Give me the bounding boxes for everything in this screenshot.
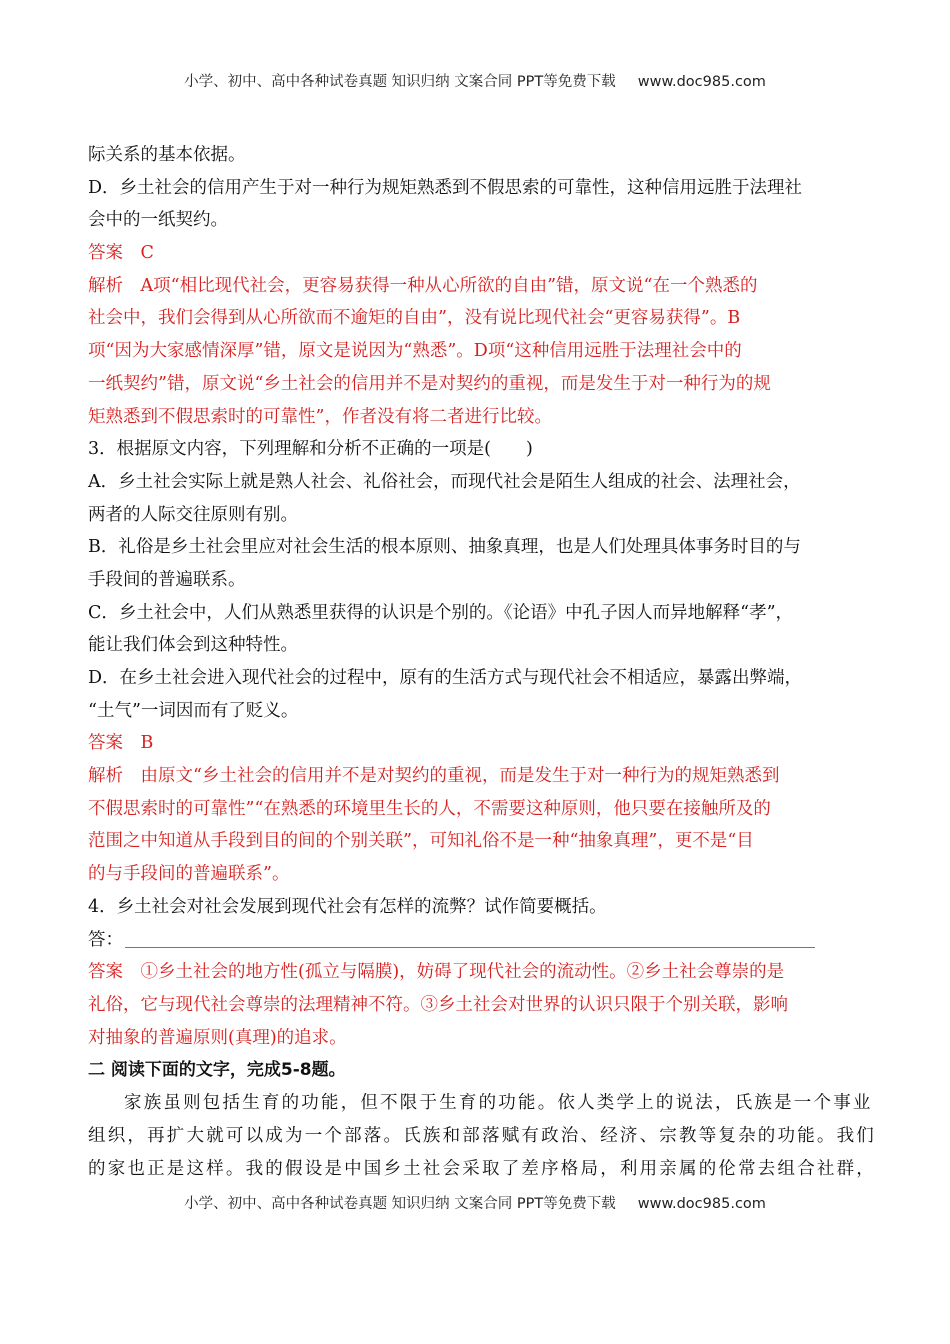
- answer-prompt: 答：: [88, 929, 123, 950]
- text-line: 两者的人际交往原则有别。: [88, 504, 298, 525]
- section-heading: 二 阅读下面的文字，完成5-8题。: [88, 1060, 346, 1081]
- text-line: 际关系的基本依据。: [88, 145, 246, 165]
- analysis-line: 解析 由原文“乡土社会的信用并不是对契约的重视，而是发生于对一种行为的规矩熟悉到: [88, 766, 780, 787]
- passage-line: 的家也正是这样。我的假设是中国乡土社会采取了差序格局，利用亲属的伦常去组合社群，: [88, 1158, 876, 1179]
- text-line: 会中的一纸契约。: [88, 210, 228, 231]
- passage-line: 家族虽则包括生育的功能，但不限于生育的功能。依人类学上的说法，氏族是一个事业: [124, 1092, 873, 1113]
- analysis-line: 一纸契约”错，原文说“乡土社会的信用并不是对契约的重视，而是发生于对一种行为的规: [88, 373, 771, 394]
- analysis-line: 的与手段间的普遍联系”。: [88, 864, 290, 885]
- answer-line: 对抽象的普遍原则(真理)的追求。: [88, 1027, 347, 1048]
- answer-line: 礼俗，它与现代社会尊崇的法理精神不符。③乡土社会对世界的认识只限于个别关联，影响: [88, 994, 788, 1015]
- question-3: 3．根据原文内容，下列理解和分析不正确的一项是( ): [88, 439, 533, 460]
- document-body: [88, 139, 876, 1186]
- footer-text: 小学、初中、高中各种试卷真题 知识归纳 文案合同 PPT等免费下载: [184, 1196, 616, 1212]
- option-c: C．乡土社会中，人们从熟悉里获得的认识是个别的。《论语》中孔子因人而异地解释“孝”，: [88, 602, 794, 623]
- analysis-line: 范围之中知道从手段到目的间的个别关联”，可知礼俗不是一种“抽象真理”，更不是“目: [88, 831, 754, 852]
- text-line: 能让我们体会到这种特性。: [88, 635, 298, 656]
- text-line: “土气”一词因而有了贬义。: [88, 700, 299, 721]
- option-b: B．礼俗是乡土社会里应对社会生活的根本原则、抽象真理，也是人们处理具体事务时目的与: [88, 537, 801, 558]
- analysis-line: 解析 A项“相比现代社会，更容易获得一种从心所欲的自由”错，原文说“在一个熟悉的: [88, 275, 758, 296]
- analysis-line: 项“因为大家感情深厚”错，原文是说因为“熟悉”。D项“这种信用远胜于法理社会中的: [88, 341, 742, 362]
- option-a: A．乡土社会实际上就是熟人社会、礼俗社会，而现代社会是陌生人组成的社会、法理社会，: [88, 471, 801, 492]
- page-footer: [0, 1192, 950, 1213]
- answer-line: 答案 ①乡土社会的地方性(孤立与隔膜)，妨碍了现代社会的流动性。②乡土社会尊崇的是: [88, 962, 785, 983]
- analysis-line: 社会中，我们会得到从心所欲而不逾矩的自由”，没有说比现代社会“更容易获得”。B: [88, 308, 741, 329]
- answer-field: [88, 924, 866, 957]
- page-header: [0, 70, 950, 91]
- option-d: D．在乡土社会进入现代社会的过程中，原有的生活方式与现代社会不相适应，暴露出弊端，: [88, 668, 803, 688]
- header-url[interactable]: www.doc985.com: [637, 74, 766, 90]
- option-d: D．乡土社会的信用产生于对一种行为规矩熟悉到不假思索的可靠性，这种信用远胜于法理社: [88, 177, 803, 198]
- answer-label: 答案 C: [88, 243, 154, 264]
- header-text: 小学、初中、高中各种试卷真题 知识归纳 文案合同 PPT等免费下载: [184, 74, 616, 90]
- passage-line: 组织，再扩大就可以成为一个部落。氏族和部落赋有政治、经济、宗教等复杂的功能。我们: [88, 1125, 876, 1146]
- text-line: 手段间的普遍联系。: [88, 569, 246, 590]
- question-4: 4．乡土社会对社会发展到现代社会有怎样的流弊？试作简要概括。: [88, 896, 607, 917]
- analysis-line: 矩熟悉到不假思索时的可靠性”，作者没有将二者进行比较。: [88, 406, 552, 427]
- analysis-line: 不假思索时的可靠性”“在熟悉的环境里生长的人，不需要这种原则，他只要在接触所及的: [88, 798, 771, 819]
- footer-url[interactable]: www.doc985.com: [637, 1196, 766, 1212]
- answer-blank: [125, 927, 815, 948]
- answer-label: 答案 B: [88, 733, 154, 754]
